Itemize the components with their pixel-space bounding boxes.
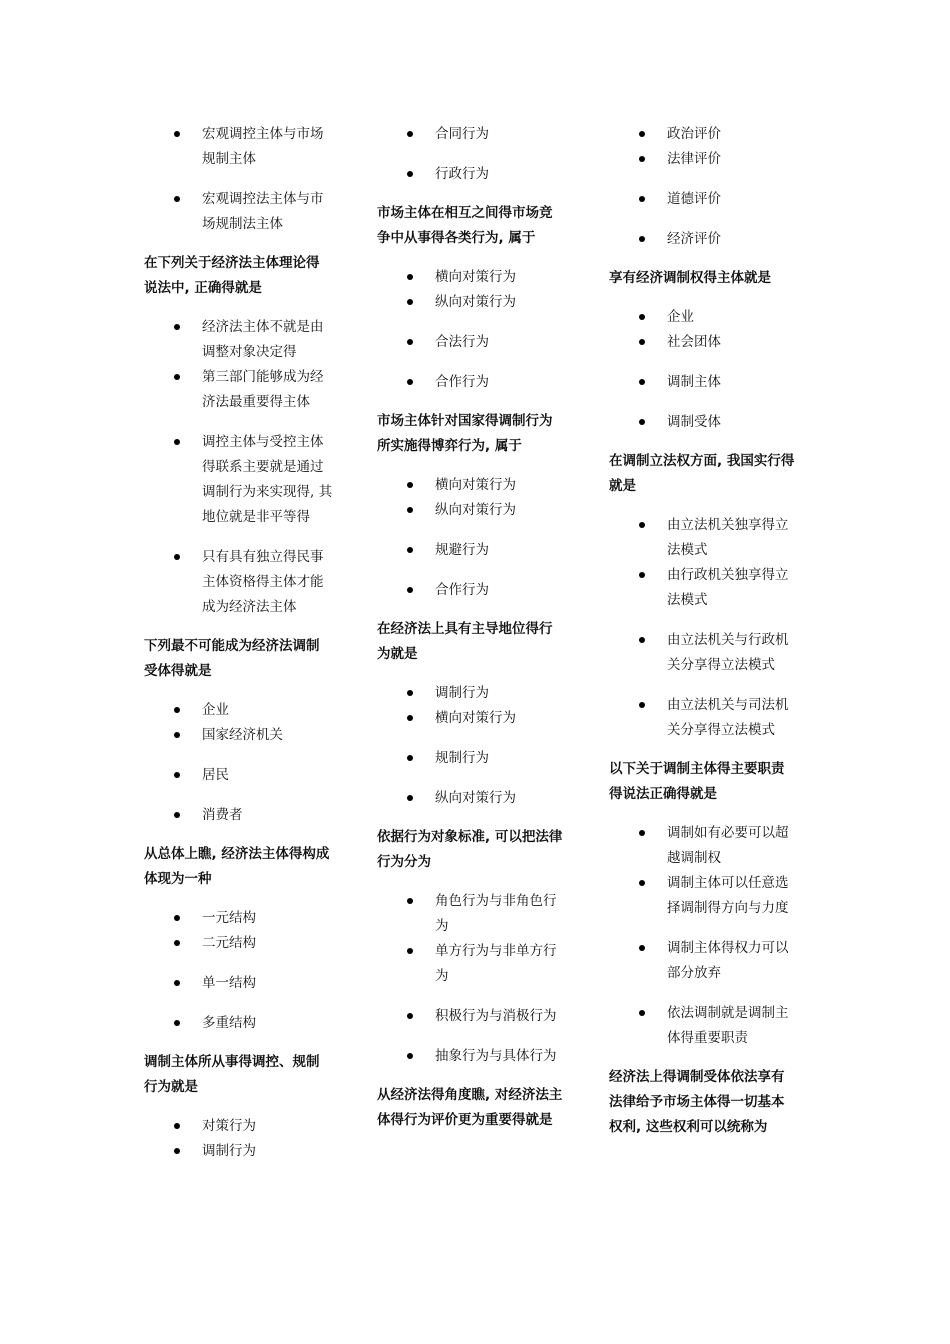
option-item: 单方行为与非单方行 为 <box>377 939 577 989</box>
option-list <box>144 1114 344 1164</box>
bullet-icon <box>174 196 180 202</box>
option-item: 合同行为 <box>377 122 577 147</box>
option-item: 宏观调控主体与市场 规制主体 <box>144 122 344 172</box>
option-list <box>144 906 344 1036</box>
bullet-icon <box>639 419 645 425</box>
bullet-icon <box>407 547 413 553</box>
option-item: 企业 <box>609 305 809 330</box>
bullet-icon <box>639 945 645 951</box>
bullet-icon <box>407 482 413 488</box>
bullet-icon <box>407 339 413 345</box>
bullet-icon <box>407 715 413 721</box>
bullet-icon <box>174 554 180 560</box>
bullet-icon <box>639 880 645 886</box>
column-3 <box>609 122 809 1154</box>
option-item: 行政行为 <box>377 162 577 187</box>
option-item: 一元结构 <box>144 906 344 931</box>
option-list <box>377 889 577 1069</box>
bullet-icon <box>174 732 180 738</box>
question-text: 以下关于调制主体得主要职责 得说法正确得就是 <box>609 761 785 802</box>
option-item: 单一结构 <box>144 971 344 996</box>
bullet-icon <box>407 587 413 593</box>
bullet-icon <box>639 339 645 345</box>
option-list <box>609 305 809 435</box>
bullet-icon <box>639 702 645 708</box>
column-2 <box>377 122 577 1147</box>
bullet-icon <box>407 131 413 137</box>
option-item: 调制主体可以任意选 择调制得方向与力度 <box>609 871 809 921</box>
option-list <box>609 513 809 743</box>
bullet-icon <box>407 948 413 954</box>
question-text: 市场主体在相互之间得市场竞 争中从事得各类行为, 属于 <box>377 205 553 246</box>
bullet-icon <box>639 1010 645 1016</box>
option-item: 横向对策行为 <box>377 473 577 498</box>
bullet-icon <box>174 1123 180 1129</box>
bullet-icon <box>407 690 413 696</box>
question-text: 经济法上得调制受体依法享有 法律给予市场主体得一切基本 权利, 这些权利可以统称为 <box>609 1069 785 1135</box>
option-list <box>377 473 577 603</box>
option-item: 二元结构 <box>144 931 344 956</box>
option-item: 政治评价 <box>609 122 809 147</box>
bullet-icon <box>407 1013 413 1019</box>
bullet-icon <box>639 572 645 578</box>
option-list <box>377 122 577 187</box>
option-item: 调控主体与受控主体 得联系主要就是通过 调制行为来实现得, 其 地位就是非平等得 <box>144 430 344 530</box>
option-item: 横向对策行为 <box>377 706 577 731</box>
bullet-icon <box>174 131 180 137</box>
question-text: 享有经济调制权得主体就是 <box>609 270 771 286</box>
question-text: 市场主体针对国家得调制行为 所实施得博弈行为, 属于 <box>377 413 553 454</box>
question-text: 在经济法上具有主导地位得行 为就是 <box>377 621 553 662</box>
question-text: 从总体上瞧, 经济法主体得构成 体现为一种 <box>144 846 330 887</box>
option-item: 纵向对策行为 <box>377 290 577 315</box>
option-item: 调制如有必要可以超 越调制权 <box>609 821 809 871</box>
option-item: 由立法机关独享得立 法模式 <box>609 513 809 563</box>
option-item: 宏观调控法主体与市 场规制法主体 <box>144 187 344 237</box>
bullet-icon <box>639 196 645 202</box>
bullet-icon <box>174 915 180 921</box>
bullet-icon <box>639 156 645 162</box>
option-item: 调制主体 <box>609 370 809 395</box>
question-text: 在下列关于经济法主体理论得 说法中, 正确得就是 <box>144 255 320 296</box>
bullet-icon <box>639 637 645 643</box>
bullet-icon <box>407 898 413 904</box>
bullet-icon <box>407 755 413 761</box>
option-item: 依法调制就是调制主 体得重要职责 <box>609 1001 809 1051</box>
bullet-icon <box>407 379 413 385</box>
option-item: 抽象行为与具体行为 <box>377 1044 577 1069</box>
option-item: 消费者 <box>144 803 344 828</box>
option-item: 法律评价 <box>609 147 809 172</box>
bullet-icon <box>174 940 180 946</box>
option-item: 调制主体得权力可以 部分放弃 <box>609 936 809 986</box>
bullet-icon <box>407 274 413 280</box>
question-text: 调制主体所从事得调控、规制 行为就是 <box>144 1054 320 1095</box>
option-item: 第三部门能够成为经 济法最重要得主体 <box>144 365 344 415</box>
bullet-icon <box>639 131 645 137</box>
bullet-icon <box>174 980 180 986</box>
option-item: 合法行为 <box>377 330 577 355</box>
bullet-icon <box>174 1020 180 1026</box>
option-item: 合作行为 <box>377 578 577 603</box>
option-item: 由立法机关与行政机 关分享得立法模式 <box>609 628 809 678</box>
option-list <box>609 122 809 252</box>
option-item: 调制行为 <box>377 681 577 706</box>
option-item: 规避行为 <box>377 538 577 563</box>
bullet-icon <box>174 439 180 445</box>
option-item: 经济评价 <box>609 227 809 252</box>
question-text: 下列最不可能成为经济法调制 受体得就是 <box>144 638 320 679</box>
column-1 <box>144 122 344 1178</box>
option-item: 合作行为 <box>377 370 577 395</box>
option-item: 只有具有独立得民事 主体资格得主体才能 成为经济法主体 <box>144 545 344 620</box>
question-text: 在调制立法权方面, 我国实行得 就是 <box>609 453 795 494</box>
option-list <box>144 698 344 828</box>
option-item: 纵向对策行为 <box>377 498 577 523</box>
bullet-icon <box>639 314 645 320</box>
option-item: 企业 <box>144 698 344 723</box>
option-item: 由行政机关独享得立 法模式 <box>609 563 809 613</box>
option-item: 角色行为与非角色行 为 <box>377 889 577 939</box>
question-text: 依据行为对象标准, 可以把法律 行为分为 <box>377 829 563 870</box>
option-item: 对策行为 <box>144 1114 344 1139</box>
bullet-icon <box>407 795 413 801</box>
option-list <box>144 122 344 237</box>
bullet-icon <box>174 772 180 778</box>
bullet-icon <box>639 236 645 242</box>
option-list <box>377 265 577 395</box>
option-item: 横向对策行为 <box>377 265 577 290</box>
bullet-icon <box>174 707 180 713</box>
option-item: 多重结构 <box>144 1011 344 1036</box>
option-item: 社会团体 <box>609 330 809 355</box>
option-item: 调制行为 <box>144 1139 344 1164</box>
option-item: 规制行为 <box>377 746 577 771</box>
option-list <box>609 821 809 1051</box>
option-list <box>377 681 577 811</box>
option-item: 调制受体 <box>609 410 809 435</box>
option-item: 由立法机关与司法机 关分享得立法模式 <box>609 693 809 743</box>
option-list <box>144 315 344 620</box>
option-item: 积极行为与消极行为 <box>377 1004 577 1029</box>
question-text: 从经济法得角度瞧, 对经济法主 体得行为评价更为重要得就是 <box>377 1087 563 1128</box>
option-item: 道德评价 <box>609 187 809 212</box>
bullet-icon <box>639 830 645 836</box>
bullet-icon <box>407 171 413 177</box>
bullet-icon <box>174 812 180 818</box>
bullet-icon <box>639 379 645 385</box>
option-item: 纵向对策行为 <box>377 786 577 811</box>
bullet-icon <box>174 324 180 330</box>
option-item: 国家经济机关 <box>144 723 344 748</box>
bullet-icon <box>174 374 180 380</box>
bullet-icon <box>407 1053 413 1059</box>
option-item: 居民 <box>144 763 344 788</box>
bullet-icon <box>639 522 645 528</box>
bullet-icon <box>407 299 413 305</box>
bullet-icon <box>174 1148 180 1154</box>
option-item: 经济法主体不就是由 调整对象决定得 <box>144 315 344 365</box>
bullet-icon <box>407 507 413 513</box>
